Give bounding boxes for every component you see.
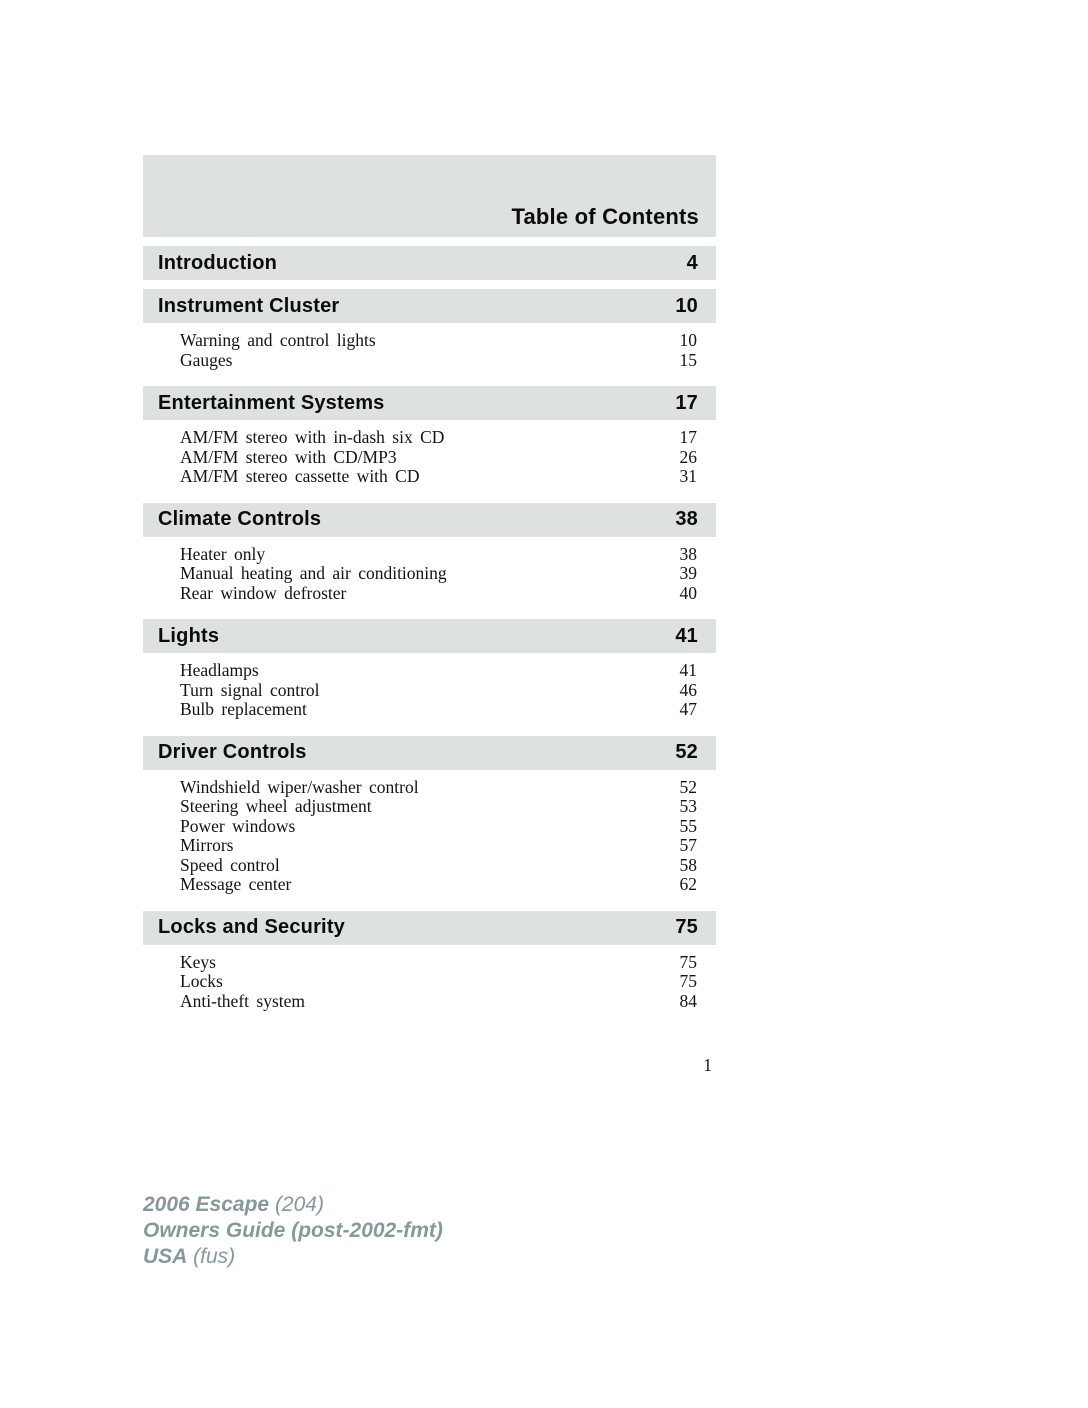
toc-section [143, 289, 716, 377]
toc-entry-page-number: 46 [679, 679, 697, 700]
toc-entry-label: Warning and control lights [180, 330, 376, 350]
toc-section-bar [143, 386, 716, 420]
toc-section-label: Lights [158, 624, 220, 647]
footer-regular-text: (204) [269, 1193, 324, 1216]
toc-entry [180, 700, 697, 720]
toc-section-page-number: 52 [675, 741, 698, 763]
toc-entry-label: Windshield wiper/washer control [180, 776, 419, 797]
toc-entry-label: Mirrors [180, 835, 234, 855]
toc-entry-page-number: 17 [679, 427, 697, 447]
toc-entry [180, 836, 697, 856]
toc-section-page-number: 38 [675, 508, 698, 530]
toc-entry-label: AM/FM stereo cassette with CD [180, 466, 420, 486]
toc-section-bar [143, 619, 716, 653]
toc-entry-label: Steering wheel adjustment [180, 796, 372, 816]
toc-section-page-number: 10 [675, 294, 698, 317]
footer-regular-text: (fus) [187, 1245, 236, 1268]
footer-bold-text: USA [143, 1245, 188, 1268]
toc-entry-label: Locks [180, 971, 223, 991]
toc-entry [180, 817, 697, 837]
toc-section-bar [143, 503, 716, 537]
page-title: Table of Contents [511, 204, 699, 229]
toc-entry-label: AM/FM stereo with in-dash six CD [180, 427, 445, 447]
toc-entry-label: Anti-theft system [180, 990, 305, 1011]
toc-section-page-number: 75 [675, 916, 698, 938]
toc-entry [180, 351, 697, 371]
toc-section [143, 911, 716, 1019]
toc-entry-page-number: 31 [679, 466, 697, 486]
toc-entry-page-number: 62 [679, 874, 697, 894]
toc-section-page-number: 4 [686, 251, 698, 274]
toc-section [143, 503, 716, 611]
toc-entry-page-number: 57 [679, 835, 697, 855]
toc-subitems [143, 537, 716, 611]
toc-entry [180, 972, 697, 992]
toc-entry [180, 428, 697, 448]
toc-section [143, 736, 716, 902]
toc-entry [180, 564, 697, 584]
toc-entry [180, 448, 697, 468]
toc-entry-label: Bulb replacement [180, 699, 307, 719]
toc-entry-page-number: 41 [679, 660, 697, 680]
toc-entry [180, 584, 697, 604]
footer-line [143, 1244, 443, 1270]
toc-entry-label: Power windows [180, 815, 296, 836]
document-footer [143, 1192, 443, 1270]
toc-entry-page-number: 84 [679, 990, 697, 1011]
toc-section-page-number: 17 [675, 391, 698, 414]
footer-line [143, 1218, 443, 1244]
footer-line [143, 1192, 443, 1218]
toc-section-label: Climate Controls [158, 508, 322, 530]
toc-entry-label: Manual heating and air conditioning [180, 563, 447, 583]
toc-entry-page-number: 52 [679, 776, 697, 797]
toc-entry-page-number: 15 [679, 349, 697, 370]
toc-entry-page-number: 55 [679, 815, 697, 836]
toc-subitems [143, 420, 716, 494]
toc-entry [180, 778, 697, 798]
footer-bold-text: 2006 Escape [143, 1193, 270, 1216]
toc-content [143, 155, 716, 1018]
toc-entry-page-number: 40 [679, 582, 697, 603]
toc-entry-label: Headlamps [180, 660, 259, 680]
toc-entry [180, 875, 697, 895]
toc-entry-label: Heater only [180, 543, 266, 564]
toc-section-page-number: 41 [675, 624, 698, 647]
toc-subitems [143, 323, 716, 377]
toc-section-bar [143, 246, 716, 280]
toc-entry [180, 992, 697, 1012]
toc-subitems [143, 653, 716, 727]
toc-section-bar [143, 911, 716, 945]
toc-entry [180, 661, 697, 681]
toc-entry-page-number: 75 [679, 951, 697, 972]
toc-entry [180, 331, 697, 351]
toc-entry-label: AM/FM stereo with CD/MP3 [180, 446, 397, 467]
toc-entry-page-number: 10 [679, 330, 697, 350]
toc-entry-label: Gauges [180, 349, 233, 370]
toc-entry-page-number: 75 [679, 971, 697, 991]
toc-section-label: Locks and Security [158, 916, 345, 938]
toc-entry [180, 681, 697, 701]
toc-section [143, 386, 716, 494]
toc-sections [143, 246, 716, 1018]
toc-section-label: Introduction [158, 251, 278, 274]
toc-entry [180, 856, 697, 876]
toc-entry-page-number: 58 [679, 854, 697, 875]
toc-entry [180, 797, 697, 817]
footer-bold-text: Owners Guide (post-2002-fmt) [143, 1219, 443, 1242]
toc-entry [180, 467, 697, 487]
toc-section [143, 246, 716, 280]
toc-entry-label: Keys [180, 951, 216, 972]
toc-subitems [143, 945, 716, 1019]
toc-header-band [143, 155, 716, 237]
toc-entry-page-number: 39 [679, 563, 697, 583]
toc-section-bar [143, 736, 716, 770]
page-number: 1 [703, 1055, 712, 1075]
toc-entry-label: Turn signal control [180, 679, 320, 700]
toc-section-label: Driver Controls [158, 741, 307, 763]
toc-entry-page-number: 47 [679, 699, 697, 719]
toc-entry-page-number: 53 [679, 796, 697, 816]
toc-subitems [143, 770, 716, 902]
toc-section [143, 619, 716, 727]
toc-entry-page-number: 38 [679, 543, 697, 564]
toc-entry-label: Speed control [180, 854, 280, 875]
toc-section-label: Instrument Cluster [158, 294, 340, 317]
toc-entry-page-number: 26 [679, 446, 697, 467]
toc-entry-label: Rear window defroster [180, 582, 347, 603]
toc-entry [180, 953, 697, 973]
toc-entry [180, 545, 697, 565]
toc-section-bar [143, 289, 716, 323]
toc-entry-label: Message center [180, 874, 292, 894]
toc-section-label: Entertainment Systems [158, 391, 385, 414]
